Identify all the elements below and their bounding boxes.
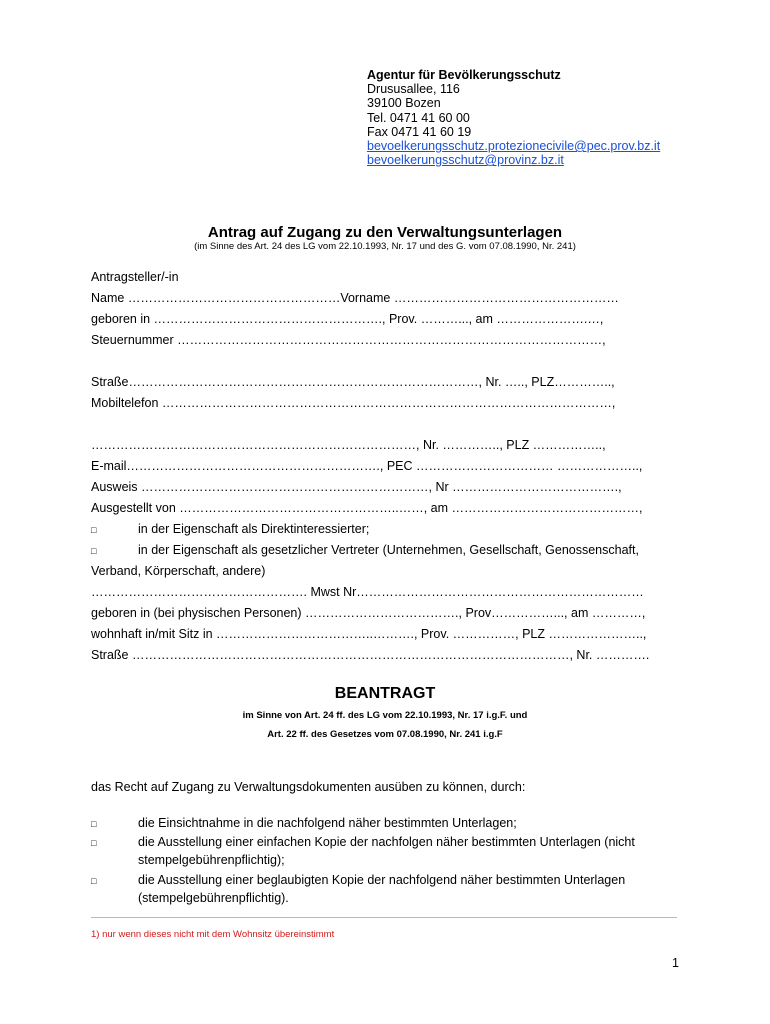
birth-line: geboren in ………………………………………………., Prov. ………..., am ………………….…, [91,312,604,326]
checkbox-inspection-label: die Einsichtnahme in die nachfolgend näher bestimmten Unterlagen; [138,816,517,830]
document-subtitle: (im Sinne des Art. 24 des LG vom 22.10.1993, Nr. 17 und des G. vom 07.08.1990, Nr. 241) [194,241,576,252]
agency-pec-link[interactable]: bevoelkerungsschutz.protezionecivile@pec.prov.bz.it [367,139,661,154]
request-legal-basis-1: im Sinne von Art. 24 ff. des LG vom 22.10.1993, Nr. 17 i.g.F. und [242,710,528,721]
checkbox-simple-copy[interactable]: □ [91,838,97,848]
checkbox-legal-representative[interactable]: □ [91,546,97,556]
agency-street: Drususallee, 116 [367,82,460,97]
rep-seat-line: wohnhaft in/mit Sitz in ………………………………..………., Prov. ……………, PLZ ………………….., [91,627,647,641]
applicant-heading: Antragsteller/-in [91,270,179,284]
checkbox-direct-interest-label: in der Eigenschaft als Direktinteressierter; [138,522,370,536]
checkbox-simple-copy-label-cont: stempelgebührenpflichtig); [138,853,285,867]
agency-address [367,68,660,167]
request-heading: BEANTRAGT [334,685,436,702]
request-intro: das Recht auf Zugang zu Verwaltungsdokumenten ausüben zu können, durch: [91,780,526,794]
agency-email-link[interactable]: bevoelkerungsschutz@provinz.bz.it [367,153,564,168]
rep-birth-line: geboren in (bei physischen Personen) ………………………………., Prov……………..., am …………, [91,606,646,620]
email-line: E-mail……………………………………………………., PEC …………………………… ……………….., [91,459,643,473]
agency-name: Agentur für Bevölkerungsschutz [367,68,561,82]
request-legal-basis-2: Art. 22 ff. des Gesetzes vom 07.08.1990, Nr. 241 i.g.F [267,729,503,740]
issued-by-line: Ausgestellt von ……………………………………………..……, am ………………………………………, [91,501,643,515]
checkbox-certified-copy[interactable]: □ [91,876,97,886]
street-line: Straße…………………………………………………………………………, Nr. ….., PLZ………….., [91,375,615,389]
checkbox-simple-copy-label: die Ausstellung einer einfachen Kopie der nachfolgen näher bestimmten Unterlagen (nicht [138,835,635,849]
agency-fax: Fax 0471 41 60 19 [367,124,472,139]
agency-city: 39100 Bozen [367,96,441,111]
checkbox-inspection[interactable]: □ [91,819,97,829]
id-card-line: Ausweis ……………………………………………………………, Nr …………………………………., [91,480,622,494]
document-title: Antrag auf Zugang zu den Verwaltungsunterlagen [207,224,563,241]
checkbox-certified-copy-label: die Ausstellung einer beglaubigten Kopie der nachfolgend näher bestimmten Unterlagen [138,873,626,887]
checkbox-legal-representative-label: in der Eigenschaft als gesetzlicher Vertreter (Unternehmen, Gesellschaft, Genossenschaft, [138,543,639,557]
page-number: 1 [672,956,679,970]
checkbox-certified-copy-label-cont: (stempelgebührenpflichtig). [138,891,289,905]
mobile-line: Mobiltelefon ………………………………………………………………………………………………, [91,396,616,410]
name-line: Name ……………………………………………Vorname ……………………………………………… [91,291,619,305]
agency-tel: Tel. 0471 41 60 00 [367,110,470,125]
rep-street-line: Straße ……………………………………………………………………………………………, Nr. …………. [91,648,650,662]
footnote-text: 1) nur wenn dieses nicht mit dem Wohnsitz übereinstimmt [91,929,335,940]
checkbox-direct-interest[interactable]: □ [91,525,97,535]
vat-line: ……………………………………………. Mwst Nr…………………………………………………………… [91,585,644,599]
address-line-2: ……………………………………………………………………, Nr. ………….., PLZ …………….., [91,438,606,452]
checkbox-legal-representative-label-cont: Verband, Körperschaft, andere) [91,564,266,578]
footnote-divider [91,917,677,918]
tax-number-line: Steuernummer …………………………………………………………………………………………, [91,333,606,347]
